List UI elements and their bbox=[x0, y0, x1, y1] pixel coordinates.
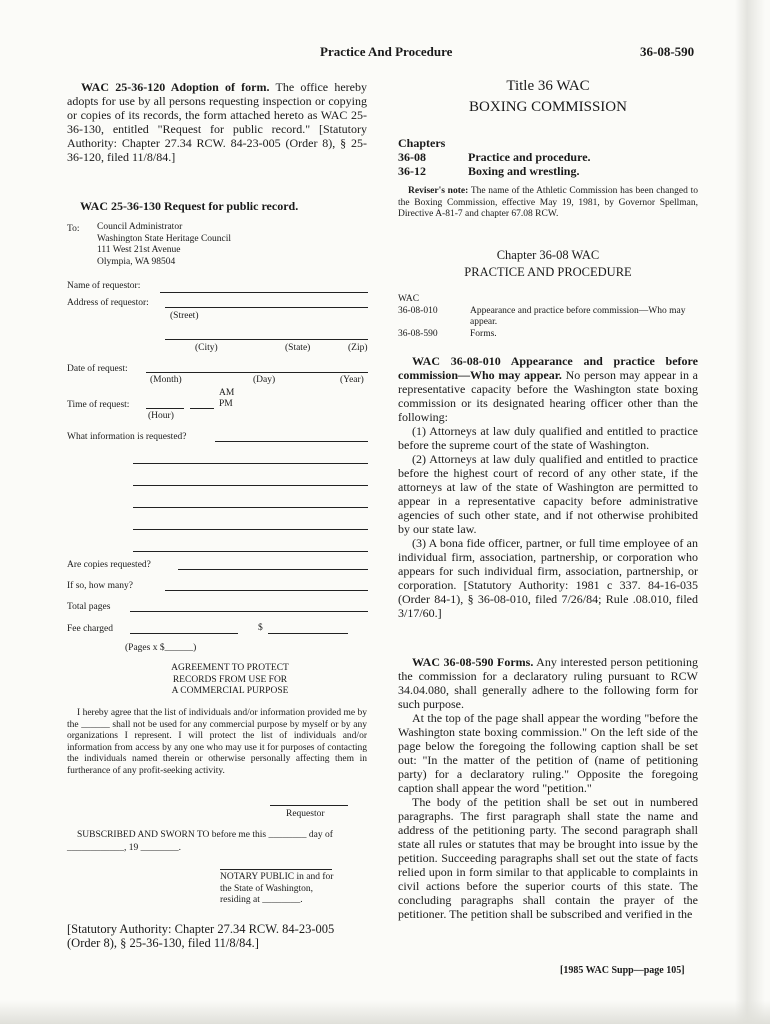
info-field-6[interactable] bbox=[133, 551, 368, 552]
day-caption: (Day) bbox=[253, 375, 276, 385]
requestor-caption: Requestor bbox=[286, 809, 325, 819]
chapters-list: Chapters 36-08 Practice and procedure. 36-12 Boxing and wrestling. bbox=[398, 136, 698, 178]
title-36-heading: Title 36 WAC BOXING COMMISSION bbox=[469, 78, 627, 115]
to-label: To: bbox=[67, 224, 80, 234]
running-title: Practice And Procedure bbox=[320, 44, 453, 59]
notary-block: NOTARY PUBLIC in and for the State of Washington, residing at ________. bbox=[220, 872, 334, 905]
name-field[interactable] bbox=[160, 292, 368, 293]
pages-x-rate: (Pages x $______) bbox=[125, 643, 197, 653]
requestor-signature-field[interactable] bbox=[270, 805, 348, 806]
chapter-toc: WAC 36-08-010 Appearance and practice before commission—Who may appear. 36-08-590 Forms. bbox=[398, 294, 698, 340]
s130-heading: WAC 25-36-130 Request for public record. bbox=[80, 199, 299, 213]
total-pages-label: Total pages bbox=[67, 602, 111, 612]
s120-body: The office hereby adopts for use by all persons requesting inspection or copying or copies of its records, the form attached hereto as WAC 25-36-130, entitled "Request for public record." [Statutory Authority: Chapter 27.34 RCW. 84-23-005 (Order 8), § 25-36-120, filed 11/8/84.] bbox=[67, 80, 367, 164]
city-state-zip-field[interactable] bbox=[165, 339, 368, 340]
section-25-36-120 bbox=[67, 80, 367, 164]
section-range: 36-08-590 bbox=[640, 44, 695, 59]
time-label: Time of request: bbox=[67, 400, 130, 410]
minute-field[interactable] bbox=[190, 408, 214, 409]
address-label: Address of requestor: bbox=[67, 298, 149, 308]
section-36-08-010: WAC 36-08-010 Appearance and practice before commission—Who may appear. No person may appear in a representative capacity before the Washington state boxing commission or its designated hearing officer other than the following: (1) Attorneys at law duly qualified and entitled to practice before the supreme court of the state of Washington. (2) Attorneys at law duly qualified and entitled to practice before the highest court of record of any other state, if the attorneys at law of the state of Washington are permitted to appear in a representative capacity before administrative agencies of such other state, and if not otherwise prohibited by our state law. (3) A bona fide officer, partner, or full time employee of an individual firm, association, partnership, or corporation who appears for such individual firm, association, partnership, or corporation. [Statutory Authority: 1981 c 337. 84-16-035 (Order 84-1), § 36-08-010, filed 7/26/84; Rule .08.010, filed 3/17/60.] bbox=[398, 354, 698, 620]
info-field-1[interactable] bbox=[215, 441, 368, 442]
info-label: What information is requested? bbox=[67, 432, 187, 442]
info-field-2[interactable] bbox=[133, 463, 368, 464]
street-field[interactable] bbox=[165, 307, 368, 308]
chapter-entry[interactable]: 36-12 Boxing and wrestling. bbox=[398, 164, 580, 178]
toc-entry[interactable]: 36-08-010 Appearance and practice before commission—Who may appear. bbox=[398, 305, 686, 327]
s130-citation: [Statutory Authority: Chapter 27.34 RCW. 84-23-005 (Order 8), § 25-36-130, filed 11/8/84.] bbox=[67, 922, 335, 950]
pm-caption: PM bbox=[219, 399, 233, 409]
am-caption: AM bbox=[219, 388, 235, 398]
zip-caption: (Zip) bbox=[348, 343, 368, 353]
sworn-statement: SUBSCRIBED AND SWORN TO before me this ________ day of ____________, 19 ________. bbox=[67, 830, 333, 853]
info-field-4[interactable] bbox=[133, 507, 368, 508]
year-caption: (Year) bbox=[340, 375, 364, 385]
street-caption: (Street) bbox=[170, 311, 199, 321]
s120-heading: WAC 25-36-120 Adoption of form. bbox=[81, 80, 270, 94]
agreement-title: AGREEMENT TO PROTECT RECORDS FROM USE FOR A COMMERCIAL PURPOSE bbox=[171, 663, 289, 696]
notary-signature-field[interactable] bbox=[220, 869, 332, 870]
total-pages-field[interactable] bbox=[130, 611, 368, 612]
state-caption: (State) bbox=[285, 343, 311, 353]
city-caption: (City) bbox=[195, 343, 218, 353]
copies-field[interactable] bbox=[178, 569, 368, 570]
name-label: Name of requestor: bbox=[67, 281, 141, 291]
page-footer: [1985 WAC Supp—page 105] bbox=[560, 965, 685, 976]
section-36-08-590: WAC 36-08-590 Forms. Any interested person petitioning the commission for a declaratory ruling pursuant to RCW 34.04.080, shall generally adhere to the following form for such purpose. At the top of the page shall appear the wording "before the Washington state boxing commission." On the left side of the page below the foregoing the following caption shall be set out: "In the matter of the petition of (name of petitioning party) for a declaratory ruling." Opposite the foregoing caption shall appear the word "petition." The body of the petition shall be set out in numbered paragraphs. The first paragraph shall state the name and address of the petitioning party. The second paragraph shall state all rules or statutes that may be brought into issue by the petition. Succeeding paragraphs shall set out the state of facts relied upon in form similar to that applicable to complaints in civil actions before the superior courts of this state. The concluding paragraphs shall contain the prayer of the petitioner. The petition shall be subscribed and verified in the bbox=[398, 655, 698, 921]
howmany-label: If so, how many? bbox=[67, 581, 133, 591]
agreement-body: I hereby agree that the list of individuals and/or information provided me by the ______ shall not be used for any commercial purpose by myself or by any organizations I represent. I will protect the list of individuals and/or information from access by any one who may use it for purposes of contacting the individuals named therein or otherwise personally affecting them in furtherance of any profit-seeking activity. bbox=[67, 708, 367, 776]
scan-edge-artifact bbox=[735, 0, 765, 1024]
scan-bottom-artifact bbox=[0, 1000, 770, 1024]
recipient-address: Council Administrator Washington State Heritage Council 111 West 21st Avenue Olympia, WA 98504 bbox=[97, 222, 232, 267]
howmany-field[interactable] bbox=[165, 590, 368, 591]
date-field[interactable] bbox=[146, 372, 368, 373]
copies-label: Are copies requested? bbox=[67, 560, 151, 570]
chapter-36-08-heading: Chapter 36-08 WAC PRACTICE AND PROCEDURE bbox=[464, 248, 632, 279]
hour-field[interactable] bbox=[146, 408, 184, 409]
info-field-3[interactable] bbox=[133, 485, 368, 486]
info-field-5[interactable] bbox=[133, 529, 368, 530]
hour-caption: (Hour) bbox=[148, 411, 174, 421]
toc-entry[interactable]: 36-08-590 Forms. bbox=[398, 328, 497, 339]
month-caption: (Month) bbox=[150, 375, 182, 385]
chapter-entry[interactable]: 36-08 Practice and procedure. bbox=[398, 150, 591, 164]
fee-field[interactable] bbox=[130, 633, 238, 634]
revisers-note: Reviser's note: The name of the Athletic Commission has been changed to the Boxing Commission, effective May 19, 1981, by Governor Spellman, Directive A-81-7 and chapter 67.08 RCW. bbox=[398, 186, 698, 219]
date-label: Date of request: bbox=[67, 364, 128, 374]
dollar-sign: $ bbox=[258, 623, 263, 633]
fee-amount-field[interactable] bbox=[268, 633, 348, 634]
fee-label: Fee charged bbox=[67, 624, 113, 634]
